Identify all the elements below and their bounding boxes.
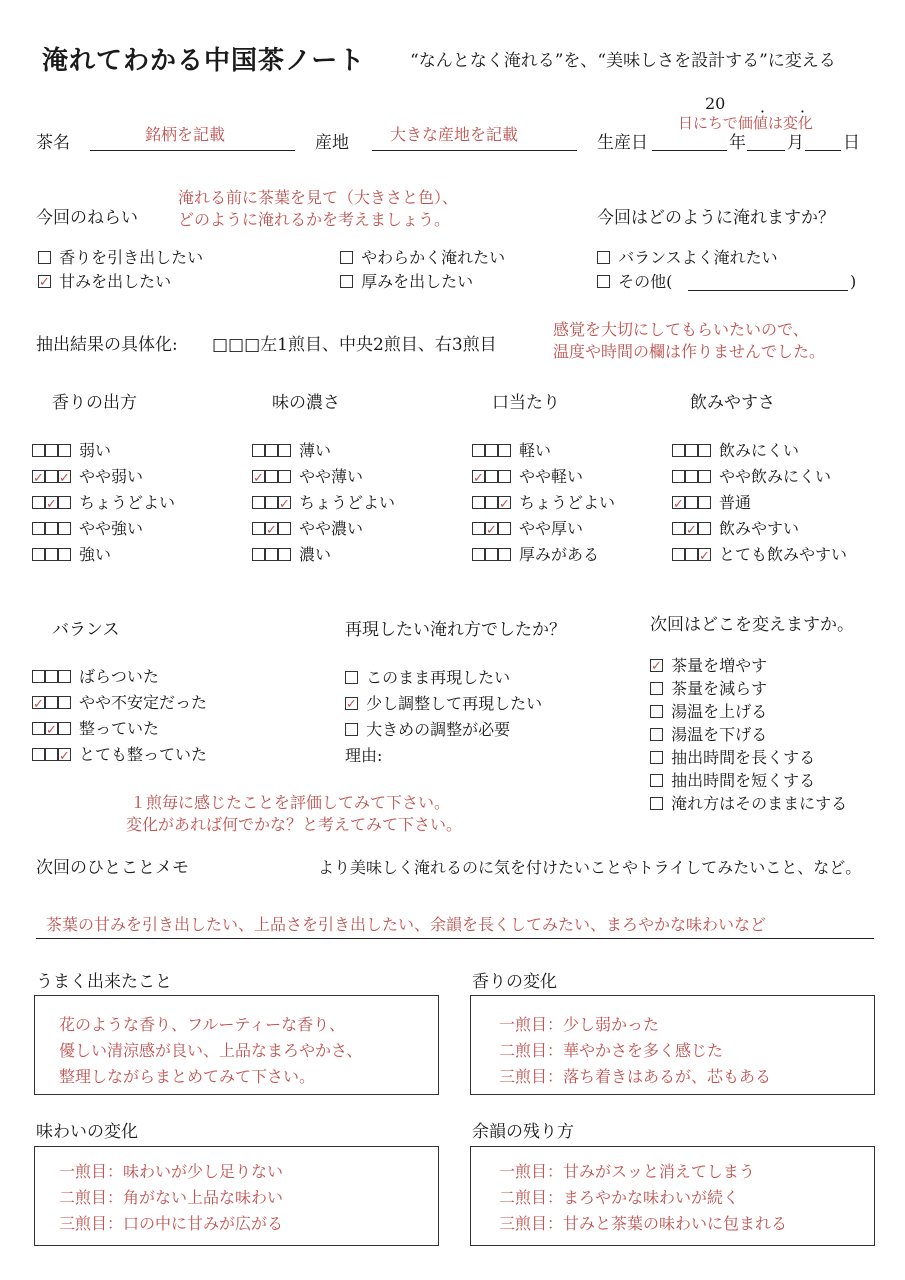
checkbox[interactable] xyxy=(278,444,291,457)
checkbox[interactable] xyxy=(498,548,511,561)
scale-title-drinkability: 飲みやすさ xyxy=(690,393,775,413)
checkbox[interactable] xyxy=(45,470,58,483)
scale-row xyxy=(32,742,207,768)
scale-row xyxy=(472,516,583,542)
scale-row xyxy=(672,438,799,464)
scale-row-label: やや強い xyxy=(79,519,144,538)
next-change-option-label: 湯温を下げる xyxy=(671,725,768,744)
checkbox-checked[interactable] xyxy=(278,496,291,509)
next-change-option[interactable] xyxy=(650,677,767,701)
checkbox[interactable] xyxy=(472,496,485,509)
checkbox[interactable] xyxy=(58,722,71,735)
scale-row-label: やや飲みにくい xyxy=(719,467,832,486)
reflection-line: 一煎目：味わいが少し足りない xyxy=(59,1162,284,1181)
checkbox[interactable] xyxy=(672,548,685,561)
scale-row-label: やや軽い xyxy=(519,467,584,486)
checkbox-checked[interactable] xyxy=(45,722,58,735)
next-change-option[interactable] xyxy=(650,769,815,793)
checkbox-checked[interactable] xyxy=(58,748,71,761)
year-field[interactable] xyxy=(652,150,727,151)
memo-example: 茶葉の甘みを引き出したい、上品さを引き出したい、余韻を長くしてみたい、まろやかな味わいなど xyxy=(46,915,767,934)
scale-row-label: 濃い xyxy=(299,545,332,564)
date-hint: 日にちで価値は変化 xyxy=(678,114,813,132)
checkbox[interactable] xyxy=(265,444,278,457)
scale-row-label: 普通 xyxy=(719,493,752,512)
checkbox[interactable] xyxy=(672,522,685,535)
checkbox[interactable] xyxy=(278,470,291,483)
reflection-title-success: うまく出来たこと xyxy=(36,972,172,992)
next-change-option[interactable] xyxy=(650,792,847,816)
checkbox[interactable] xyxy=(685,548,698,561)
checkbox[interactable] xyxy=(38,251,51,264)
year-prefix: 20 xyxy=(705,94,726,113)
scale-row-label: 飲みにくい xyxy=(719,441,800,460)
scale-row-label: ちょうどよい xyxy=(79,493,176,512)
reflection-box-success[interactable] xyxy=(34,995,439,1095)
scale-row xyxy=(472,542,599,568)
scale-row xyxy=(32,516,143,542)
checkbox[interactable] xyxy=(265,496,278,509)
reflection-line: 一煎目：甘みがスッと消えてしまう xyxy=(499,1162,755,1181)
aim-option-soft[interactable]: やわらかく淹れたい xyxy=(340,246,505,270)
aim-label: 今回のねらい xyxy=(36,208,138,228)
reproduce-option-major[interactable]: 大きめの調整が必要 xyxy=(345,718,510,742)
extraction-legend: □□□左1煎目、中央2煎目、右3煎目 xyxy=(212,335,497,355)
checkbox[interactable] xyxy=(485,470,498,483)
reproduce-option-adjust[interactable]: ✓ 少し調整して再現したい xyxy=(345,692,542,716)
checkbox[interactable] xyxy=(58,496,71,509)
reflection-box-taste[interactable] xyxy=(34,1146,439,1246)
checkbox-checked[interactable] xyxy=(472,470,485,483)
checkbox[interactable] xyxy=(265,548,278,561)
checkbox[interactable] xyxy=(58,522,71,535)
scale-row xyxy=(252,438,331,464)
scale-row-label: 弱い xyxy=(79,441,112,460)
scale-row xyxy=(252,542,331,568)
extraction-note-line2: 温度や時間の欄は作りませんでした。 xyxy=(553,342,826,361)
checkbox[interactable] xyxy=(685,496,698,509)
reflection-line: 二煎目：角がない上品な味わい xyxy=(59,1188,284,1207)
checkbox[interactable] xyxy=(345,671,358,684)
checkbox[interactable] xyxy=(685,470,698,483)
scale-row-label: 飲みやすい xyxy=(719,519,800,538)
checkbox-checked[interactable] xyxy=(265,522,278,535)
reflection-title-aroma: 香りの変化 xyxy=(472,972,557,992)
next-change-option-label: 抽出時間を短くする xyxy=(671,771,816,790)
next-change-option-label: 淹れ方はそのままにする xyxy=(671,794,848,813)
origin-field[interactable] xyxy=(372,150,577,151)
checkbox[interactable] xyxy=(485,548,498,561)
scale-row xyxy=(672,542,847,568)
checkbox[interactable] xyxy=(485,496,498,509)
scale-row xyxy=(472,490,615,516)
reflection-line: 花のような香り、フルーティーな香り、 xyxy=(59,1015,346,1034)
scale-title-aroma: 香りの出方 xyxy=(52,393,137,413)
checkbox[interactable] xyxy=(278,548,291,561)
scale-row xyxy=(32,716,159,742)
checkbox[interactable] xyxy=(45,670,58,683)
checkbox-checked[interactable] xyxy=(32,696,45,709)
scale-row-label: 軽い xyxy=(519,441,552,460)
tea-name-field[interactable] xyxy=(90,150,295,151)
scale-row xyxy=(672,464,831,490)
reflection-line: 一煎目：少し弱かった xyxy=(499,1015,660,1034)
reflection-line: 三煎目：甘みと茶葉の味わいに包まれる xyxy=(499,1214,788,1233)
reflection-line: 優しい清涼感が良い、上品なまろやかさ、 xyxy=(59,1041,363,1060)
extraction-label: 抽出結果の具体化: xyxy=(36,335,178,355)
checkbox[interactable] xyxy=(498,522,511,535)
checkbox[interactable] xyxy=(252,522,265,535)
reflection-line: 二煎目：華やかさを多く感じた xyxy=(499,1041,724,1060)
checkbox[interactable] xyxy=(485,444,498,457)
scale-row xyxy=(472,438,551,464)
scale-row xyxy=(252,490,395,516)
reflection-line: 整理しながらまとめてみて下さい。 xyxy=(59,1067,316,1086)
origin-label: 産地 xyxy=(315,133,349,153)
scale-row xyxy=(32,464,143,490)
extraction-note-line1: 感覚を大切にしてもらいたいので、 xyxy=(553,320,809,339)
date-dots: ． ． xyxy=(760,97,817,116)
checkbox[interactable] xyxy=(32,748,45,761)
checkbox[interactable] xyxy=(672,444,685,457)
date-label: 生産日 xyxy=(597,133,648,153)
reflection-title-taste: 味わいの変化 xyxy=(36,1122,138,1142)
eval-hint-line1: １煎毎に感じたことを評価してみて下さい。 xyxy=(130,793,451,812)
scale-row xyxy=(252,516,363,542)
tea-name-label: 茶名 xyxy=(36,133,70,153)
checkbox[interactable] xyxy=(498,470,511,483)
checkbox[interactable] xyxy=(58,548,71,561)
checkbox[interactable] xyxy=(32,548,45,561)
scale-row xyxy=(32,664,159,690)
checkbox[interactable] xyxy=(472,444,485,457)
scale-row-label: ちょうどよい xyxy=(299,493,396,512)
scale-row-label: やや濃い xyxy=(299,519,364,538)
other-field[interactable] xyxy=(688,290,848,291)
scale-row xyxy=(672,516,799,542)
checkbox[interactable] xyxy=(698,470,711,483)
checkbox[interactable] xyxy=(45,522,58,535)
next-change-option[interactable] xyxy=(650,746,815,770)
reflection-box-aroma[interactable] xyxy=(470,995,875,1095)
checkbox[interactable] xyxy=(32,496,45,509)
checkbox-checked[interactable] xyxy=(58,470,71,483)
month-unit: 月 xyxy=(787,133,804,153)
checkbox[interactable] xyxy=(698,496,711,509)
checkbox-checked[interactable] xyxy=(345,697,358,710)
checkbox[interactable] xyxy=(252,496,265,509)
checkbox[interactable] xyxy=(32,522,45,535)
aim-hint-line2: どのように淹れるかを考えましょう。 xyxy=(178,210,451,229)
checkbox-checked[interactable] xyxy=(485,522,498,535)
day-field[interactable] xyxy=(805,150,841,151)
checkbox[interactable] xyxy=(252,444,265,457)
scale-row-label: とても整っていた xyxy=(79,745,208,764)
next-change-option-label: 湯温を上げる xyxy=(671,702,768,721)
checkbox[interactable] xyxy=(650,751,663,764)
checkbox-checked[interactable] xyxy=(252,470,265,483)
checkbox[interactable] xyxy=(650,728,663,741)
aim-option-sweet[interactable]: ✓ 甘みを出したい xyxy=(38,270,171,294)
checkbox[interactable] xyxy=(32,444,45,457)
scale-row-label: ばらついた xyxy=(79,667,159,686)
tea-name-hint: 銘柄を記載 xyxy=(145,125,226,144)
scale-row xyxy=(32,542,111,568)
checkbox[interactable] xyxy=(45,444,58,457)
checkbox-checked[interactable] xyxy=(685,522,698,535)
checkbox-checked[interactable] xyxy=(672,496,685,509)
aim-question: 今回はどのように淹れますか？ xyxy=(597,208,835,228)
checkbox[interactable] xyxy=(32,670,45,683)
aim-option-body[interactable]: 厚みを出したい xyxy=(340,270,473,294)
page-subtitle: “なんとなく淹れる”を、“美味しさを設計する”に変える xyxy=(410,51,836,71)
checkbox[interactable] xyxy=(698,522,711,535)
page-title: 淹れてわかる中国茶ノート xyxy=(42,46,366,76)
checkbox[interactable] xyxy=(685,444,698,457)
checkbox-checked[interactable] xyxy=(498,496,511,509)
scale-row-label: 整っていた xyxy=(79,719,160,738)
checkbox[interactable] xyxy=(698,444,711,457)
scale-row xyxy=(32,690,207,716)
year-unit: 年 xyxy=(729,133,746,153)
eval-hint-line2: 変化があれば何でかな？と考えてみて下さい。 xyxy=(126,815,463,834)
memo-field[interactable] xyxy=(36,938,874,939)
checkbox[interactable] xyxy=(58,696,71,709)
reproduce-option-same[interactable]: このまま再現したい xyxy=(345,666,510,690)
next-change-option[interactable] xyxy=(650,654,767,678)
aim-option-other[interactable]: その他( xyxy=(597,270,672,294)
next-change-title: 次回はどこを変えますか。 xyxy=(650,615,854,635)
scale-row-label: やや不安定だった xyxy=(79,693,208,712)
checkbox[interactable] xyxy=(650,797,663,810)
scale-title-strength: 味の濃さ xyxy=(272,393,340,413)
memo-description: より美味しく淹れるのに気を付けたいことやトライしてみたいこと、など。 xyxy=(318,858,862,877)
scale-row-label: やや弱い xyxy=(79,467,144,486)
reflection-line: 三煎目：口の中に甘みが広がる xyxy=(59,1214,284,1233)
checkbox[interactable] xyxy=(597,251,610,264)
checkbox[interactable] xyxy=(498,444,511,457)
month-field[interactable] xyxy=(747,150,785,151)
checkbox[interactable] xyxy=(58,444,71,457)
memo-label: 次回のひとことメモ xyxy=(36,858,189,878)
aim-hint-line1: 淹れる前に茶葉を見て（大きさと色）、 xyxy=(178,188,459,207)
checkbox[interactable] xyxy=(597,275,610,288)
scale-row xyxy=(32,438,111,464)
checkbox-checked[interactable] xyxy=(45,496,58,509)
checkbox[interactable] xyxy=(32,722,45,735)
next-change-option[interactable] xyxy=(650,700,767,724)
next-change-option[interactable] xyxy=(650,723,767,747)
scale-row-label: 薄い xyxy=(299,441,332,460)
day-unit: 日 xyxy=(843,133,860,153)
origin-hint: 大きな産地を記載 xyxy=(390,125,519,144)
scale-title-mouthfeel: 口当たり xyxy=(492,393,560,413)
checkbox[interactable] xyxy=(58,670,71,683)
scale-row xyxy=(672,490,751,516)
checkbox[interactable] xyxy=(650,774,663,787)
scale-row-label: やや薄い xyxy=(299,467,364,486)
reflection-line: 三煎目：落ち着きはあるが、芯もある xyxy=(499,1067,772,1086)
reproduce-title: 再現したい淹れ方でしたか？ xyxy=(345,620,566,640)
reflection-box-finish[interactable] xyxy=(470,1146,875,1246)
checkbox[interactable] xyxy=(472,522,485,535)
checkbox[interactable] xyxy=(345,723,358,736)
other-close-paren: ) xyxy=(850,272,857,291)
scale-row xyxy=(472,464,583,490)
checkbox[interactable] xyxy=(672,470,685,483)
reflection-title-finish: 余韻の残り方 xyxy=(472,1122,574,1142)
scale-row-label: 強い xyxy=(79,545,112,564)
checkbox-checked[interactable] xyxy=(698,548,711,561)
checkbox[interactable] xyxy=(252,548,265,561)
checkbox[interactable] xyxy=(472,548,485,561)
aim-option-aroma[interactable]: 香りを引き出したい xyxy=(38,246,203,270)
reason-label: 理由: xyxy=(345,746,383,765)
next-change-option-label: 茶量を減らす xyxy=(671,679,768,698)
scale-row xyxy=(32,490,175,516)
checkbox[interactable] xyxy=(278,522,291,535)
scale-row-label: 厚みがある xyxy=(519,545,600,564)
checkbox-checked[interactable] xyxy=(38,275,51,288)
checkbox-checked[interactable] xyxy=(32,470,45,483)
aim-option-balance[interactable]: バランスよく淹れたい xyxy=(597,246,778,270)
checkbox[interactable] xyxy=(265,470,278,483)
scale-row xyxy=(252,464,363,490)
next-change-option-label: 茶量を増やす xyxy=(671,656,768,675)
checkbox[interactable] xyxy=(45,748,58,761)
next-change-option-label: 抽出時間を長くする xyxy=(671,748,816,767)
checkbox[interactable] xyxy=(45,696,58,709)
checkbox[interactable] xyxy=(340,275,353,288)
balance-title: バランス xyxy=(52,620,120,640)
scale-row-label: やや厚い xyxy=(519,519,584,538)
checkbox[interactable] xyxy=(650,682,663,695)
checkbox[interactable] xyxy=(45,548,58,561)
scale-row-label: とても飲みやすい xyxy=(719,545,848,564)
checkbox[interactable] xyxy=(650,705,663,718)
checkbox-checked[interactable] xyxy=(650,659,663,672)
checkbox[interactable] xyxy=(340,251,353,264)
scale-row-label: ちょうどよい xyxy=(519,493,616,512)
reflection-line: 二煎目：まろやかな味わいが続く xyxy=(499,1188,740,1207)
